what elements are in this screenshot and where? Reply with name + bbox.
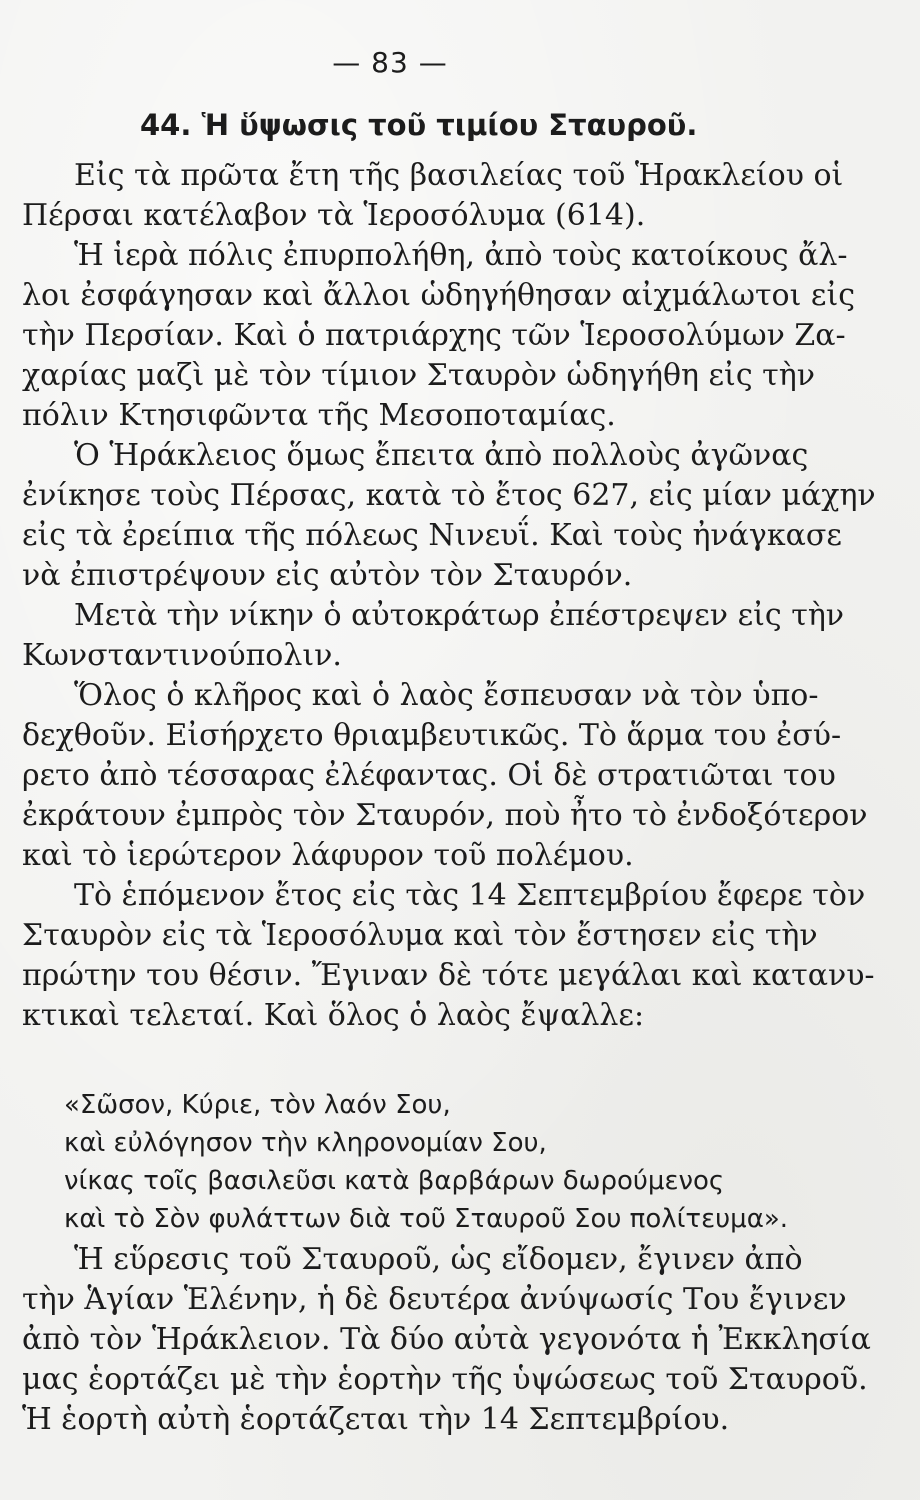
page-number: — 83 — [332, 46, 448, 79]
text-line: ἀπὸ τὸν Ἡράκλειον. Τὰ δύο αὐτὰ γεγονότα ἡ Ἐκκλησία [22, 1322, 871, 1357]
text-line: Ἡ εὕρεσις τοῦ Σταυροῦ, ὡς εἴδομεν, ἔγινεν ἀπὸ [74, 1242, 803, 1277]
hymn-line: νίκας τοῖς βασιλεῦσι κατὰ βαρβάρων δωρούμενος [64, 1166, 725, 1196]
hymn-quote [64, 1086, 804, 1238]
hymn-line: καὶ εὐλόγησον τὴν κληρονομίαν Σου, [64, 1128, 547, 1158]
text-line: δεχθοῦν. Εἰσήρχετο θριαμβευτικῶς. Τὸ ἅρμα του ἐσύ- [22, 718, 842, 753]
text-line: Ἡ ἱερὰ πόλις ἐπυρπολήθη, ἀπὸ τοὺς κατοίκους ἄλ- [74, 238, 848, 273]
text-line: ἐκράτουν ἐμπρὸς τὸν Σταυρόν, ποὺ ἦτο τὸ ἐνδοξότερον [22, 798, 868, 833]
text-line: λοι ἐσφάγησαν καὶ ἄλλοι ὡδηγήθησαν αἰχμάλωτοι εἰς [22, 278, 856, 313]
text-line: τὴν Ἁγίαν Ἑλένην, ἡ δὲ δευτέρα ἀνύψωσίς Του ἔγινεν [22, 1282, 847, 1317]
text-line: Ὅλος ὁ κλῆρος καὶ ὁ λαὸς ἔσπευσαν νὰ τὸν ὑπο- [74, 678, 819, 713]
closing-paragraph [22, 1240, 871, 1440]
text-line: ρετο ἀπὸ τέσσαρας ἐλέφαντας. Οἱ δὲ στρατιῶται του [22, 758, 836, 793]
text-line: κτικαὶ τελεταί. Καὶ ὅλος ὁ λαὸς ἔψαλλε: [22, 998, 645, 1033]
text-line: Εἰς τὰ πρῶτα ἔτη τῆς βασιλείας τοῦ Ἡρακλείου οἱ [74, 158, 844, 193]
hymn-line: «Σῶσον, Κύριε, τὸν λαόν Σου, [64, 1090, 451, 1120]
text-line: πόλιν Κτησιφῶντα τῆς Μεσοποταμίας. [22, 398, 616, 433]
body-text [22, 156, 876, 1036]
text-line: ἐνίκησε τοὺς Πέρσας, κατὰ τὸ ἔτος 627, εἰς μίαν μάχην [22, 478, 876, 513]
text-line: Τὸ ἑπόμενον ἔτος εἰς τὰς 14 Σεπτεμβρίου ἔφερε τὸν [74, 878, 866, 913]
text-line: καὶ τὸ ἱερώτερον λάφυρον τοῦ πολέμου. [22, 838, 634, 873]
text-line: Μετὰ τὴν νίκην ὁ αὐτοκράτωρ ἐπέστρεψεν εἰς τὴν [74, 598, 845, 633]
text-line: εἰς τὰ ἐρείπια τῆς πόλεως Νινευΐ. Καὶ τοὺς ἠνάγκασε [22, 518, 842, 553]
text-line: Ὁ Ἡράκλειος ὅμως ἔπειτα ἀπὸ πολλοὺς ἀγῶνας [74, 438, 809, 473]
text-line: Σταυρὸν εἰς τὰ Ἱεροσόλυμα καὶ τὸν ἔστησεν εἰς τὴν [22, 918, 818, 953]
section-heading: 44. Ἡ ὕψωσις τοῦ τιμίου Σταυροῦ. [140, 108, 698, 142]
text-line: Ἡ ἑορτὴ αὐτὴ ἑορτάζεται τὴν 14 Σεπτεμβρίου. [22, 1402, 730, 1437]
hymn-line: καὶ τὸ Σὸν φυλάττων διὰ τοῦ Σταυροῦ Σου πολίτευμα». [64, 1204, 789, 1234]
text-line: χαρίας μαζὶ μὲ τὸν τίμιον Σταυρὸν ὡδηγήθη εἰς τὴν [22, 358, 815, 393]
text-line: πρώτην του θέσιν. Ἔγιναν δὲ τότε μεγάλαι καὶ κατανυ- [22, 958, 875, 993]
text-line: τὴν Περσίαν. Καὶ ὁ πατριάρχης τῶν Ἱεροσολύμων Ζα- [22, 318, 846, 353]
text-line: μας ἑορτάζει μὲ τὴν ἑορτὴν τῆς ὑψώσεως τοῦ Σταυροῦ. [22, 1362, 868, 1397]
text-line: Πέρσαι κατέλαβον τὰ Ἱεροσόλυμα (614). [22, 198, 646, 233]
text-line: Κωνσταντινούπολιν. [22, 638, 342, 673]
text-line: νὰ ἐπιστρέψουν εἰς αὐτὸν τὸν Σταυρόν. [22, 558, 633, 593]
